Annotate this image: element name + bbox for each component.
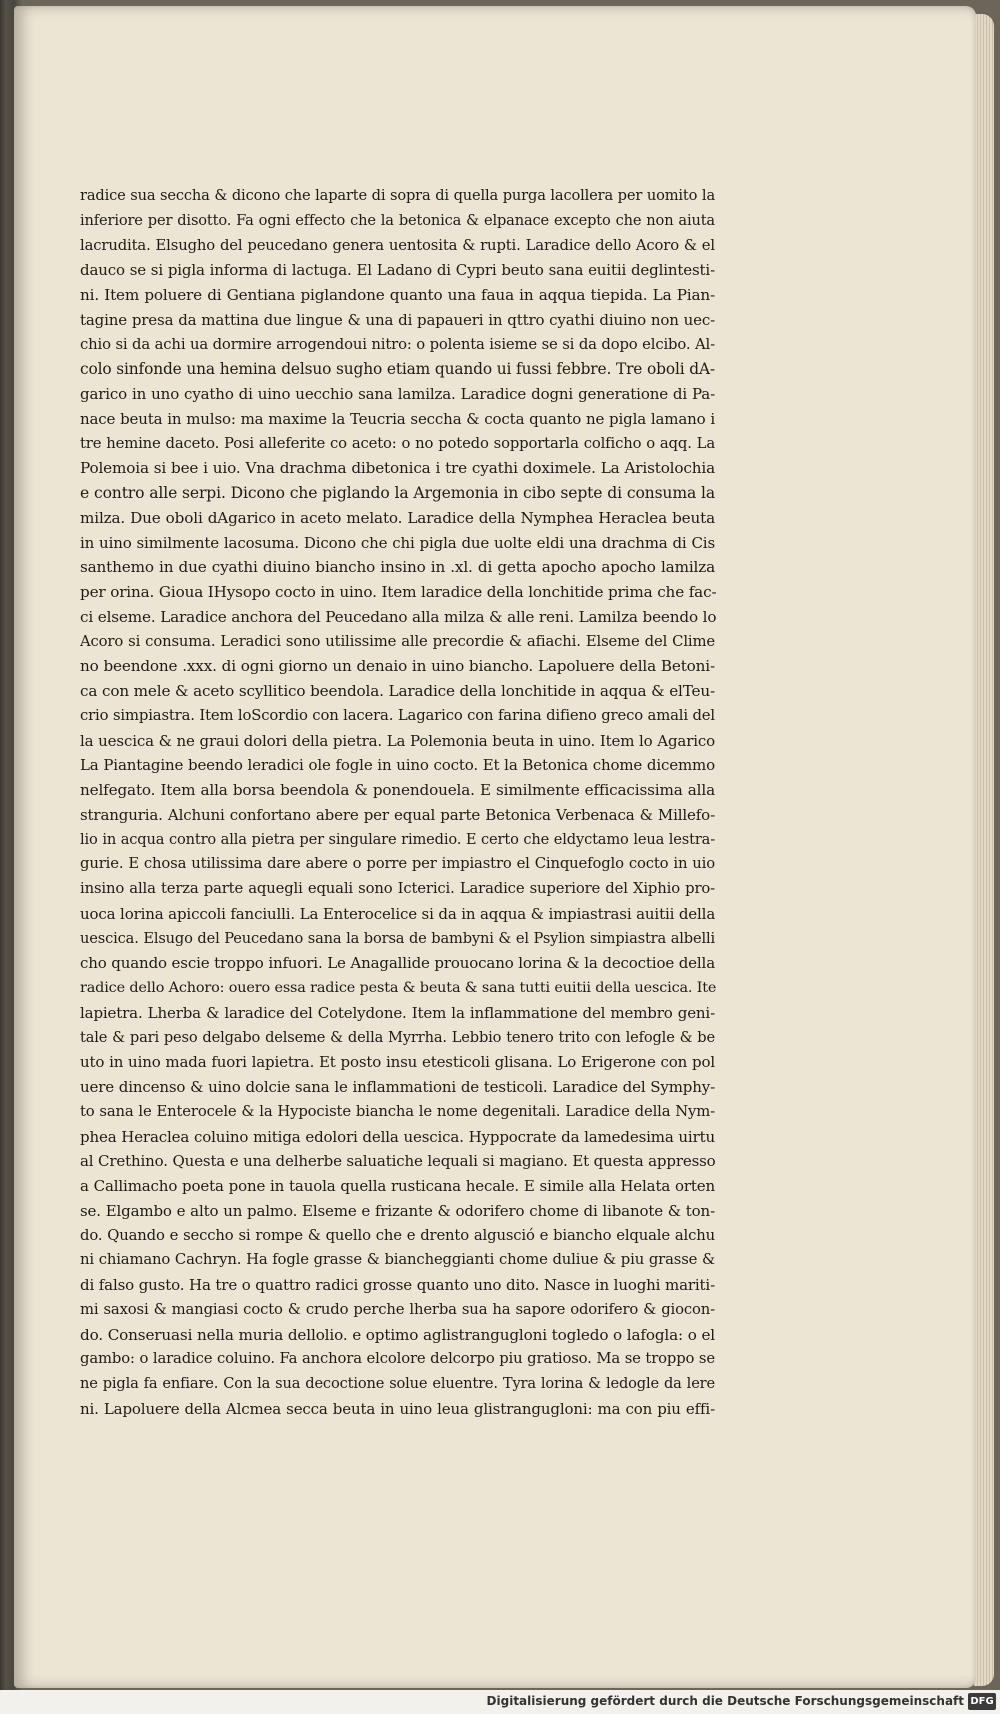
text-line: a Callimacho poeta pone in tauola quella rusticana hecale. E simile alla Helata orten <box>80 1177 715 1195</box>
text-line: inferiore per disotto. Fa ogni effecto che la betonica & elpanace excepto che non aiuta <box>80 211 715 229</box>
text-line: santhemo in due cyathi diuino biancho insino in .xl. di getta apocho apocho lamilza <box>80 558 715 577</box>
text-line: radice dello Achoro: ouero essa radice pesta & beuta & sana tutti euitii della uescica. Ite <box>80 980 717 996</box>
text-line: uto in uino mada fuori lapietra. Et posto insu etesticoli glisana. Lo Erigerone con pol <box>80 1053 715 1072</box>
text-line: lapietra. Lherba & laradice del Cotelydone. Item la inflammatione del membro geni- <box>80 1003 715 1022</box>
text-line: nace beuta in mulso: ma maxime la Teucria seccha & cocta quanto ne pigla lamano i <box>80 409 715 428</box>
text-line: mi saxosi & mangiasi cocto & crudo perche lherba sua ha sapore odorifero & giocon- <box>80 1300 715 1318</box>
text-line: Polemoia si bee i uio. Vna drachma dibetonica i tre cyathi doximele. La Aristolochia <box>80 459 715 478</box>
text-line: tagine presa da mattina due lingue & una di papaueri in qttro cyathi diuino non uec- <box>80 310 715 329</box>
text-line: di falso gusto. Ha tre o quattro radici grosse quanto uno dito. Nasce in luoghi mariti- <box>80 1276 715 1294</box>
text-line: lacrudita. Elsugho del peucedano genera uentosita & rupti. Laradice dello Acoro & el <box>80 236 715 254</box>
text-line: tre hemine daceto. Posi alleferite co aceto: o no potedo sopportarla colficho o aqq. La <box>80 434 715 452</box>
text-line: tale & pari peso delgabo delseme & della Myrrha. Lebbio tenero trito con lefogle & be <box>80 1028 715 1046</box>
text-line: uescica. Elsugo del Peucedano sana la borsa de bambyni & el Psylion simpiastra albelli <box>80 929 715 947</box>
text-line: per orina. Gioua IHysopo cocto in uino. Item laradice della lonchitide prima che fac- <box>80 583 717 601</box>
text-line: La Piantagine beendo leradici ole fogle in uino cocto. Et la Betonica chome dicemmo <box>80 756 715 775</box>
text-line: ci elseme. Laradice anchora del Peucedano alla milza & alle reni. Lamilza beendo lo <box>80 607 717 626</box>
text-line: crio simpiastra. Item loScordio con lacera. Lagarico con farina difieno greco amali del <box>80 706 715 724</box>
text-line: in uino similmente lacosuma. Dicono che chi pigla due uolte eldi una drachma di Cis <box>80 533 715 552</box>
text-line: ca con mele & aceto scyllitico beendola. Laradice della lonchitide in aqqua & elTeu- <box>80 682 715 700</box>
text-line: no beendone .xxx. di ogni giorno un denaio in uino biancho. Lapoluere della Betoni- <box>80 657 715 676</box>
text-line: insino alla terza parte aquegli equali sono Icterici. Laradice superiore del Xiphio pro- <box>80 880 715 897</box>
text-line: ne pigla fa enfiare. Con la sua decoctione solue eluentre. Tyra lorina & ledogle da lere <box>80 1375 715 1392</box>
text-line: nelfegato. Item alla borsa beendola & ponendouela. E similmente efficacissima alla <box>80 781 715 799</box>
digitization-credit: Digitalisierung gefördert durch die Deutsche Forschungsgemeinschaft <box>486 1694 964 1708</box>
text-line: Acoro si consuma. Leradici sono utilissime alle precordie & afiachi. Elseme del Clime <box>80 632 715 650</box>
text-line: ni chiamano Cachryn. Ha fogle grasse & biancheggianti chome duliue & piu grasse & <box>80 1251 715 1269</box>
page-edge <box>974 14 994 1686</box>
text-line: garico in uno cyatho di uino uecchio sana lamilza. Laradice dogni generatione di Pa- <box>80 385 715 403</box>
text-line: se. Elgambo e alto un palmo. Elseme e frizante & odorifero chome di libanote & ton- <box>80 1201 715 1220</box>
text-line: radice sua seccha & dicono che laparte di sopra di quella purga lacollera per uomito la <box>80 187 715 204</box>
dfg-logo: DFG <box>968 1693 996 1710</box>
text-line: phea Heraclea coluino mitiga edolori della uescica. Hyppocrate da lamedesima uirtu <box>80 1127 715 1146</box>
text-line: gambo: o laradice coluino. Fa anchora elcolore delcorpo piu gratioso. Ma se troppo se <box>80 1350 715 1368</box>
text-line: al Crethino. Questa e una delherbe saluatiche lequali si magiano. Et questa appresso <box>80 1152 716 1171</box>
text-line: chio si da achi ua dormire arrogendoui nitro: o polenta isieme se si da dopo elcibo. Al- <box>80 335 715 353</box>
text-line: do. Quando e seccho si rompe & quello che e drento algusció e biancho elquale alchu <box>80 1226 715 1244</box>
text-line: e contro alle serpi. Dicono che piglando la Argemonia in cibo septe di consuma la <box>80 484 715 502</box>
text-line: cho quando escie troppo infuori. Le Anagallide prouocano lorina & la decoctioe della <box>80 954 715 973</box>
text-line: dauco se si pigla informa di lactuga. El Ladano di Cypri beuto sana euitii deglintesti- <box>80 261 715 280</box>
text-line: ni. Item poluere di Gentiana piglandone quanto una faua in aqqua tiepida. La Pian- <box>80 286 715 304</box>
text-line: colo sinfonde una hemina delsuo sugho etiam quando ui fussi febbre. Tre oboli dA- <box>80 360 715 379</box>
text-line: uere dincenso & uino dolcie sana le inflammationi de testicoli. Laradice del Symphy- <box>80 1078 715 1096</box>
text-line: do. Conseruasi nella muria dellolio. e optimo aglistrangugloni togledo o lafogla: o el <box>80 1325 715 1344</box>
text-line: lio in acqua contro alla pietra per singulare rimedio. E certo che eldyctamo leua lestra- <box>80 830 715 848</box>
text-block <box>80 184 715 1422</box>
text-line: to sana le Enterocele & la Hypociste biancha le nome degenitali. Laradice della Nym- <box>80 1102 715 1120</box>
text-line: gurie. E chosa utilissima dare abere o porre per impiastro el Cinquefoglo cocto in uio <box>80 855 715 873</box>
text-line: milza. Due oboli dAgarico in aceto melato. Laradice della Nymphea Heraclea beuta <box>80 508 715 527</box>
text-line: ni. Lapoluere della Alcmea secca beuta in uino leua glistrangugloni: ma con piu effi- <box>80 1399 715 1418</box>
text-line: la uescica & ne graui dolori della pietra. La Polemonia beuta in uino. Item lo Agarico <box>80 731 715 750</box>
text-line: uoca lorina apiccoli fanciulli. La Enterocelice si da in aqqua & impiastrasi auitii della <box>80 904 716 923</box>
footer-bar <box>0 1690 1000 1714</box>
text-line: stranguria. Alchuni confortano abere per equal parte Betonica Verbenaca & Millefo- <box>80 805 715 824</box>
